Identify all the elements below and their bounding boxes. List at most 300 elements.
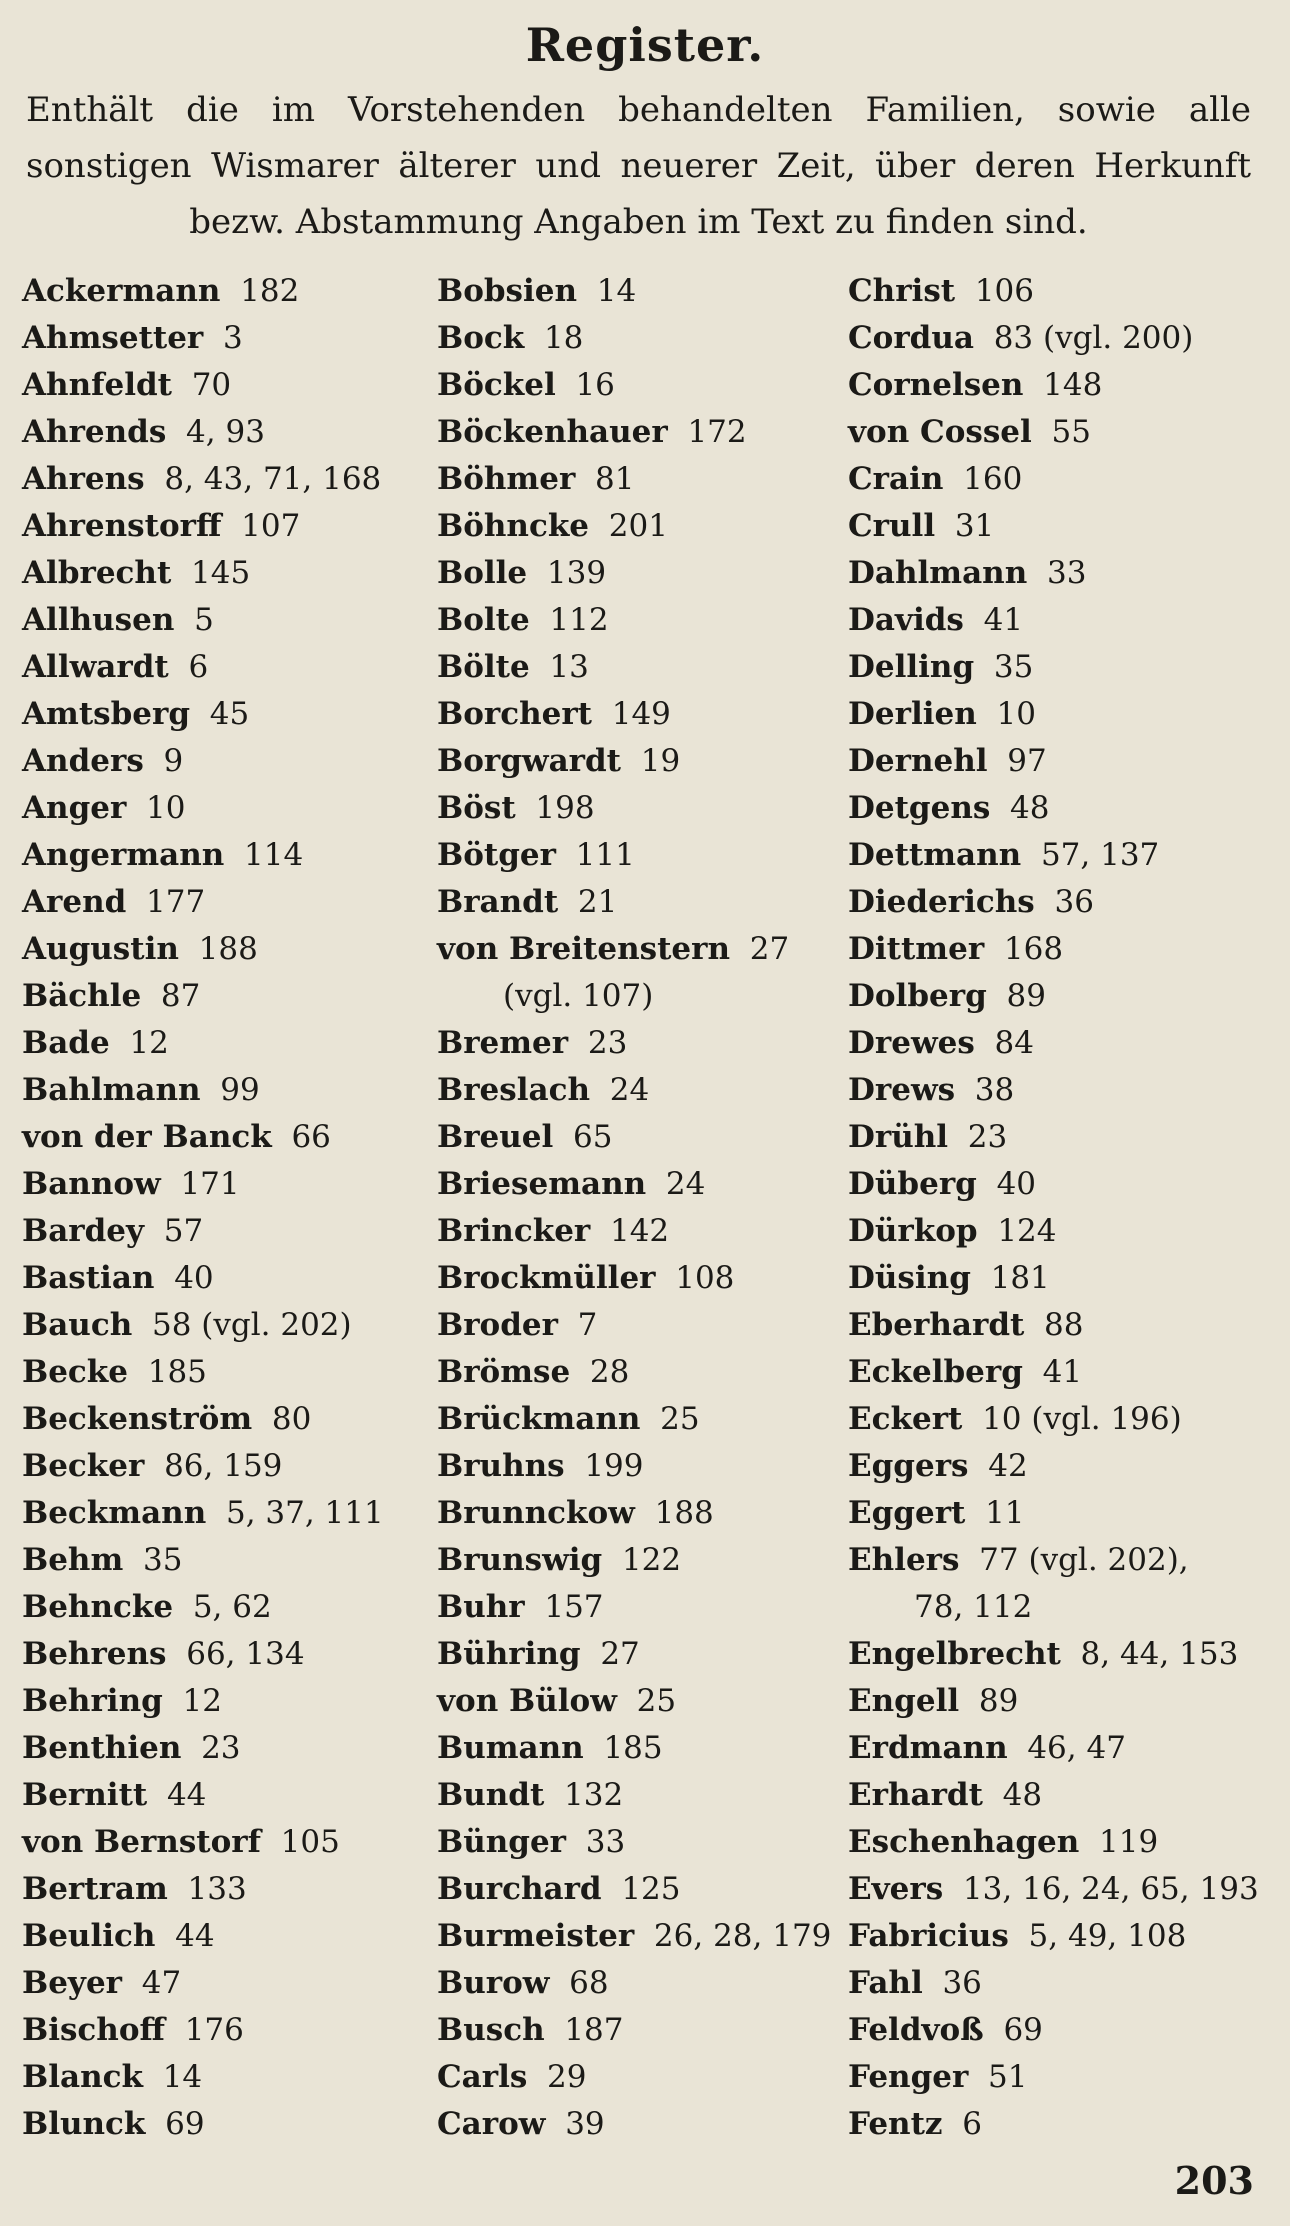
entry-pages: 57 — [163, 1213, 204, 1249]
entry-pages: 83 (vgl. 200) — [993, 320, 1194, 356]
entry-pages: 185 — [603, 1730, 663, 1766]
entry-pages: 5, 62 — [192, 1589, 272, 1625]
entry-pages: 51 — [988, 2059, 1028, 2095]
index-entry — [22, 785, 422, 832]
entry-pages: 112 — [549, 602, 609, 638]
entry-pages: 18 — [543, 320, 584, 356]
index-entry — [437, 315, 837, 362]
index-entry — [848, 1020, 1268, 1067]
entry-name: Drühl — [848, 1119, 949, 1155]
entry-name: Carow — [437, 2106, 546, 2142]
entry-name: Borchert — [437, 696, 592, 732]
entry-name: Böhmer — [437, 461, 576, 497]
entry-name: Borgwardt — [437, 743, 621, 779]
entry-pages: 65 — [573, 1119, 613, 1155]
index-entry — [22, 1772, 422, 1819]
index-entry — [437, 1349, 837, 1396]
entry-pages: 157 — [544, 1589, 604, 1625]
entry-name: Bauch — [22, 1307, 133, 1343]
entry-name: Dürkop — [848, 1213, 978, 1249]
entry-name: Bernitt — [22, 1777, 148, 1813]
entry-pages: 66, 134 — [186, 1636, 305, 1672]
entry-name: Crain — [848, 461, 944, 497]
index-entry — [22, 456, 422, 503]
index-entry — [848, 503, 1268, 550]
index-entry — [22, 1255, 422, 1302]
index-entry — [22, 1020, 422, 1067]
entry-pages: 172 — [687, 414, 747, 450]
entry-pages: 199 — [584, 1448, 644, 1484]
entry-pages: 25 — [660, 1401, 700, 1437]
entry-pages: 35 — [993, 649, 1034, 685]
entry-pages: 24 — [665, 1166, 706, 1202]
index-entry — [22, 1537, 422, 1584]
entry-name: Davids — [848, 602, 964, 638]
index-entry — [22, 1631, 422, 1678]
index-entry — [437, 1443, 837, 1490]
index-entry — [848, 1208, 1268, 1255]
index-entry — [22, 1161, 422, 1208]
entry-pages: 86, 159 — [164, 1448, 283, 1484]
entry-pages: 57, 137 — [1040, 837, 1160, 873]
entry-pages: 4, 93 — [186, 414, 265, 450]
index-entry — [848, 1349, 1268, 1396]
entry-name: Derlien — [848, 696, 977, 732]
entry-pages: 44 — [175, 1918, 215, 1954]
entry-name: Bünger — [437, 1824, 567, 1860]
entry-pages: 33 — [585, 1824, 626, 1860]
entry-name: Eschenhagen — [848, 1824, 1080, 1860]
entry-name: Dahlmann — [848, 555, 1028, 591]
index-entry — [437, 1161, 837, 1208]
entry-name: Burow — [437, 1965, 550, 2001]
index-entry — [848, 1490, 1268, 1537]
entry-name: Behm — [22, 1542, 124, 1578]
entry-pages: 42 — [988, 1448, 1028, 1484]
index-entry — [22, 1208, 422, 1255]
entry-name: Breslach — [437, 1072, 590, 1108]
index-entry — [848, 1067, 1268, 1114]
entry-pages: 44 — [166, 1777, 207, 1813]
entry-pages: 31 — [954, 508, 995, 544]
entry-name: Beulich — [22, 1918, 156, 1954]
entry-pages: 88 — [1044, 1307, 1084, 1343]
index-entry — [437, 1208, 837, 1255]
entry-name: Augustin — [22, 931, 179, 967]
index-entry — [848, 1631, 1268, 1678]
entry-name: Breuel — [437, 1119, 554, 1155]
index-entry — [22, 1114, 422, 1161]
entry-name: Blunck — [22, 2106, 146, 2142]
entry-pages: 12 — [182, 1683, 222, 1719]
index-entry — [437, 1396, 837, 1443]
entry-name: Ahmsetter — [22, 320, 204, 356]
entry-pages: 198 — [535, 790, 595, 826]
index-entry — [437, 1020, 837, 1067]
index-entry — [22, 832, 422, 879]
entry-name: Bannow — [22, 1166, 161, 1202]
index-entry — [848, 926, 1268, 973]
entry-pages: 13 — [549, 649, 589, 685]
entry-name: Busch — [437, 2012, 545, 2048]
entry-name: Amtsberg — [22, 696, 191, 732]
entry-pages: 188 — [198, 931, 258, 967]
entry-pages: 47 — [141, 1965, 182, 2001]
entry-pages: 58 (vgl. 202) — [151, 1307, 352, 1343]
index-entry — [848, 2054, 1268, 2101]
entry-name: Ahrends — [22, 414, 167, 450]
entry-name: Beyer — [22, 1965, 122, 2001]
entry-pages: 66 — [291, 1119, 331, 1155]
index-entry — [437, 1490, 837, 1537]
page-number: 203 — [1174, 2158, 1254, 2203]
index-entry — [22, 738, 422, 785]
index-entry — [437, 691, 837, 738]
index-column-3 — [848, 268, 1268, 2148]
entry-name: Dolberg — [848, 978, 987, 1014]
index-entry — [437, 832, 837, 879]
entry-pages: 187 — [564, 2012, 624, 2048]
entry-name: Feldvoß — [848, 2012, 984, 2048]
index-column-2 — [437, 268, 837, 2148]
entry-name: Christ — [848, 273, 956, 309]
entry-name: Bertram — [22, 1871, 168, 1907]
entry-pages: 5, 37, 111 — [225, 1495, 384, 1531]
index-entry — [22, 1678, 422, 1725]
entry-pages: 148 — [1043, 367, 1103, 403]
entry-pages: 27 — [749, 931, 790, 967]
entry-pages: 48 — [1002, 1777, 1043, 1813]
index-entry — [848, 785, 1268, 832]
index-entry — [848, 738, 1268, 785]
entry-name: Detgens — [848, 790, 991, 826]
entry-pages: 6 — [188, 649, 209, 685]
index-entry — [848, 268, 1268, 315]
index-entry — [437, 503, 837, 550]
entry-name: Brincker — [437, 1213, 591, 1249]
index-entry — [848, 1772, 1268, 1819]
index-entry — [848, 1960, 1268, 2007]
index-entry — [22, 1067, 422, 1114]
index-entry — [437, 1255, 837, 1302]
entry-name: Behncke — [22, 1589, 174, 1625]
entry-name: Ahnfeldt — [22, 367, 172, 403]
entry-pages: 122 — [621, 1542, 682, 1578]
index-entry — [848, 597, 1268, 644]
entry-pages: 46, 47 — [1027, 1730, 1126, 1766]
entry-pages: 114 — [244, 837, 304, 873]
entry-pages: 111 — [575, 837, 635, 873]
entry-name: Behrens — [22, 1636, 167, 1672]
entry-name: Bundt — [437, 1777, 545, 1813]
index-entry — [437, 456, 837, 503]
entry-pages: 89 — [1006, 978, 1046, 1014]
entry-pages: 10 — [146, 790, 186, 826]
entry-pages: 14 — [596, 273, 637, 309]
entry-name: Allhusen — [22, 602, 175, 638]
entry-name: Bastian — [22, 1260, 155, 1296]
entry-pages: 40 — [996, 1166, 1037, 1202]
entry-name: Fabricius — [848, 1918, 1009, 1954]
index-entry — [848, 1255, 1268, 1302]
entry-name: Bardey — [22, 1213, 145, 1249]
entry-name: Brandt — [437, 884, 559, 920]
entry-name: Ahrens — [22, 461, 145, 497]
entry-pages: 12 — [129, 1025, 169, 1061]
entry-pages: 99 — [220, 1072, 260, 1108]
entry-pages: 124 — [997, 1213, 1057, 1249]
index-entry — [848, 1678, 1268, 1725]
index-entry — [22, 2007, 422, 2054]
entry-name: Fenger — [848, 2059, 969, 2095]
entry-name: Bächle — [22, 978, 142, 1014]
index-column-1 — [22, 268, 422, 2148]
entry-pages: 48 — [1010, 790, 1050, 826]
entry-pages: 176 — [184, 2012, 244, 2048]
index-entry — [848, 2101, 1268, 2148]
entry-name: Bolle — [437, 555, 528, 591]
entry-name: Dettmann — [848, 837, 1022, 873]
entry-name: Eggert — [848, 1495, 966, 1531]
index-entry — [437, 362, 837, 409]
index-entry — [437, 1819, 837, 1866]
entry-pages: 5 — [194, 602, 214, 638]
index-entry — [848, 1114, 1268, 1161]
entry-pages: 168 — [1003, 931, 1064, 967]
entry-pages: 9 — [163, 743, 184, 779]
entry-name: Diederichs — [848, 884, 1035, 920]
entry-pages: 55 — [1051, 414, 1091, 450]
entry-name: Erhardt — [848, 1777, 983, 1813]
index-entry — [437, 2054, 837, 2101]
entry-pages: 108 — [675, 1260, 735, 1296]
entry-name: Albrecht — [22, 555, 172, 591]
entry-pages: 45 — [209, 696, 250, 732]
index-entry — [22, 1819, 422, 1866]
entry-pages: 41 — [1042, 1354, 1083, 1390]
entry-pages: 177 — [146, 884, 206, 920]
index-entry — [848, 691, 1268, 738]
entry-pages: 33 — [1046, 555, 1087, 591]
index-entry — [848, 1913, 1268, 1960]
entry-name: Broder — [437, 1307, 558, 1343]
index-entry — [848, 315, 1268, 362]
entry-name: Düsing — [848, 1260, 971, 1296]
entry-name: Drews — [848, 1072, 956, 1108]
index-entry — [848, 1396, 1268, 1443]
entry-name: Bremer — [437, 1025, 569, 1061]
index-entry — [22, 973, 422, 1020]
entry-name: Bobsien — [437, 273, 578, 309]
entry-pages: 23 — [967, 1119, 1008, 1155]
index-entry — [22, 1913, 422, 1960]
index-entry — [848, 1866, 1268, 1913]
entry-pages: 36 — [1054, 884, 1094, 920]
index-entry — [848, 362, 1268, 409]
index-entry — [437, 1913, 837, 1960]
index-entry — [848, 879, 1268, 926]
entry-pages: 10 (vgl. 196) — [982, 1401, 1182, 1437]
entry-pages: 97 — [1007, 743, 1047, 779]
entry-pages: 185 — [147, 1354, 207, 1390]
entry-pages: 27 — [600, 1636, 640, 1672]
entry-pages: 19 — [640, 743, 681, 779]
entry-name: Blanck — [22, 2059, 143, 2095]
entry-pages: 133 — [187, 1871, 247, 1907]
entry-pages: 39 — [565, 2106, 605, 2142]
entry-name: Ehlers — [848, 1542, 960, 1578]
index-entry — [848, 1725, 1268, 1772]
index-entry — [848, 456, 1268, 503]
entry-pages: 5, 49, 108 — [1028, 1918, 1187, 1954]
entry-name: Briesemann — [437, 1166, 647, 1202]
index-entry — [22, 409, 422, 456]
entry-pages: 21 — [577, 884, 618, 920]
entry-name: Benthien — [22, 1730, 182, 1766]
entry-name: Carls — [437, 2059, 528, 2095]
entry-pages: 119 — [1099, 1824, 1159, 1860]
index-entry — [848, 409, 1268, 456]
entry-pages: 23 — [587, 1025, 628, 1061]
entry-name: Brunnckow — [437, 1495, 635, 1531]
index-entry — [22, 644, 422, 691]
index-entry — [22, 315, 422, 362]
entry-pages: 106 — [974, 273, 1034, 309]
entry-name: Angermann — [22, 837, 225, 873]
index-entry — [437, 1631, 837, 1678]
entry-pages: 107 — [241, 508, 301, 544]
index-entry — [437, 644, 837, 691]
page-title: Register. — [525, 18, 765, 72]
entry-name: Fentz — [848, 2106, 943, 2142]
entry-name: Böckenhauer — [437, 414, 668, 450]
entry-name: von Breitenstern — [437, 931, 731, 967]
entry-name: Cordua — [848, 320, 974, 356]
entry-pages: 10 — [996, 696, 1036, 732]
entry-pages: 40 — [174, 1260, 214, 1296]
index-entry — [848, 1537, 1268, 1631]
index-entry — [848, 644, 1268, 691]
entry-pages: 149 — [611, 696, 671, 732]
entry-name: Dittmer — [848, 931, 985, 967]
entry-name: Cornelsen — [848, 367, 1024, 403]
entry-pages: 24 — [609, 1072, 650, 1108]
entry-name: Engelbrecht — [848, 1636, 1061, 1672]
entry-pages: 132 — [564, 1777, 624, 1813]
index-entry — [437, 550, 837, 597]
entry-pages: 38 — [974, 1072, 1015, 1108]
index-entry — [22, 2054, 422, 2101]
entry-pages: 35 — [142, 1542, 183, 1578]
index-entry — [22, 1490, 422, 1537]
entry-name: Becke — [22, 1354, 129, 1390]
index-entry — [437, 1302, 837, 1349]
index-entry — [22, 550, 422, 597]
index-entry — [848, 1302, 1268, 1349]
index-entry — [437, 926, 837, 1020]
entry-pages: 41 — [983, 602, 1024, 638]
index-entry — [437, 738, 837, 785]
index-entry — [437, 1537, 837, 1584]
index-entry — [22, 691, 422, 738]
entry-pages: 188 — [654, 1495, 714, 1531]
entry-pages-continued: 78, 112 — [914, 1589, 1033, 1625]
entry-pages: 36 — [942, 1965, 982, 2001]
index-entry — [22, 1349, 422, 1396]
entry-pages: 171 — [180, 1166, 240, 1202]
index-entry — [437, 785, 837, 832]
entry-pages: 80 — [271, 1401, 312, 1437]
entry-name: Brockmüller — [437, 1260, 656, 1296]
index-entry — [437, 1866, 837, 1913]
entry-name: Behring — [22, 1683, 163, 1719]
entry-name: Düberg — [848, 1166, 977, 1202]
entry-name: Eberhardt — [848, 1307, 1025, 1343]
entry-name: Delling — [848, 649, 975, 685]
entry-pages: 8, 44, 153 — [1080, 1636, 1239, 1672]
entry-pages: 87 — [160, 978, 201, 1014]
entry-name: Ackermann — [22, 273, 221, 309]
entry-name: Eckelberg — [848, 1354, 1023, 1390]
entry-pages: 26, 28, 179 — [653, 1918, 832, 1954]
index-entry — [848, 832, 1268, 879]
index-entry — [437, 2007, 837, 2054]
index-entry — [848, 973, 1268, 1020]
entry-pages: 182 — [240, 273, 300, 309]
entry-name: Becker — [22, 1448, 145, 1484]
entry-name: Böhncke — [437, 508, 590, 544]
entry-pages: 68 — [569, 1965, 609, 2001]
index-entry — [848, 2007, 1268, 2054]
index-entry — [848, 1161, 1268, 1208]
entry-name: Burmeister — [437, 1918, 635, 1954]
entry-pages: 7 — [577, 1307, 598, 1343]
entry-name: Arend — [22, 884, 127, 920]
index-entry — [848, 550, 1268, 597]
entry-pages: 181 — [990, 1260, 1050, 1296]
entry-name: Ahrenstorff — [22, 508, 222, 544]
entry-name: Fahl — [848, 1965, 923, 2001]
entry-name: Brunswig — [437, 1542, 603, 1578]
index-entry — [22, 879, 422, 926]
entry-name: Anger — [22, 790, 127, 826]
index-entry — [22, 1725, 422, 1772]
entry-name: Bruhns — [437, 1448, 565, 1484]
entry-pages: 145 — [191, 555, 251, 591]
entry-pages: 69 — [1003, 2012, 1043, 2048]
index-entry — [437, 597, 837, 644]
entry-pages: 11 — [985, 1495, 1025, 1531]
index-entry — [437, 1114, 837, 1161]
entry-name: Eckert — [848, 1401, 963, 1437]
index-entry — [22, 926, 422, 973]
entry-pages: 84 — [994, 1025, 1034, 1061]
entry-pages: 105 — [280, 1824, 340, 1860]
index-entry — [848, 1819, 1268, 1866]
entry-name: Burchard — [437, 1871, 602, 1907]
entry-pages: 89 — [978, 1683, 1019, 1719]
entry-name: Bühring — [437, 1636, 581, 1672]
entry-pages: 25 — [636, 1683, 677, 1719]
entry-name: Bahlmann — [22, 1072, 201, 1108]
entry-name: Böst — [437, 790, 516, 826]
entry-name: Bötger — [437, 837, 556, 873]
index-entry — [22, 597, 422, 644]
index-entry — [437, 1960, 837, 2007]
index-entry — [22, 1396, 422, 1443]
entry-pages: 70 — [191, 367, 232, 403]
index-entry — [437, 1678, 837, 1725]
